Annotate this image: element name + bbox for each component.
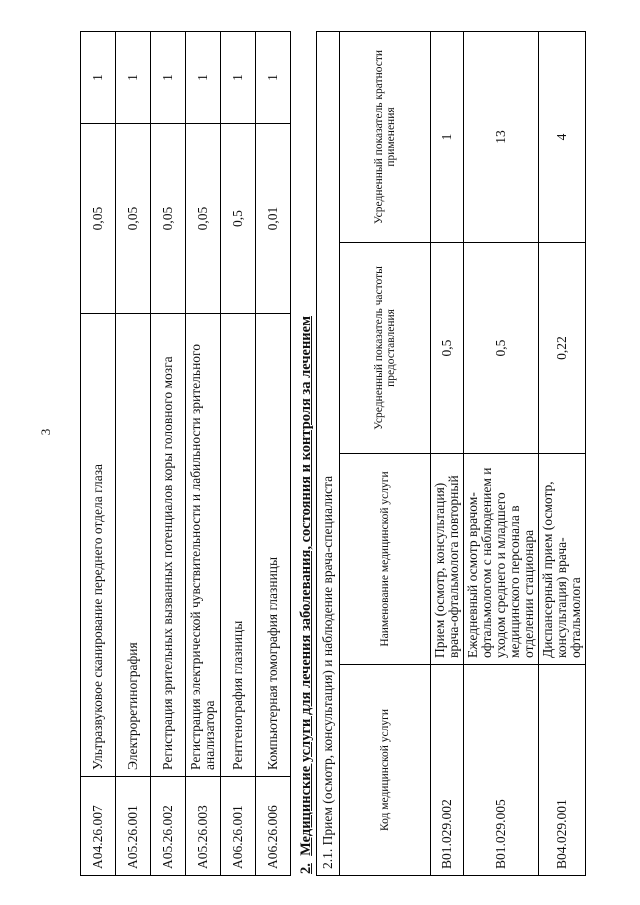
frequency-value: 0,05 — [116, 124, 151, 314]
service-name: Регистрация электрической чувствительности и лабильности зрительного анализатора — [186, 314, 221, 777]
table-row — [221, 32, 256, 876]
table-row — [81, 32, 116, 876]
services-table-diagnostics — [80, 31, 291, 876]
table-row — [256, 32, 291, 876]
service-name: Прием (осмотр, консультация) врача-офтальмолога повторный — [431, 454, 464, 665]
service-code: B04.029.001 — [539, 665, 586, 876]
subsection-title: 2.1. Прием (осмотр, консультация) и наблюдение врача-специалиста — [317, 32, 340, 876]
header-frequency: Усредненный показатель частоты предоставления — [340, 243, 431, 454]
service-name: Ежедневный осмотр врачом-офтальмологом с наблюдением и уходом среднего и младшего медицинского персонала в отделении стационара — [464, 454, 539, 665]
frequency-value: 0,01 — [256, 124, 291, 314]
section-heading — [298, 316, 315, 874]
service-name: Компьютерная томография глазницы — [256, 314, 291, 777]
multiplicity-value: 1 — [221, 32, 256, 124]
section-title: Медицинские услуги для лечения заболевания, состояния и контроля за лечением — [298, 316, 314, 856]
multiplicity-value: 1 — [81, 32, 116, 124]
multiplicity-value: 1 — [186, 32, 221, 124]
service-code: A05.26.002 — [151, 777, 186, 876]
multiplicity-value: 1 — [151, 32, 186, 124]
table-row — [431, 32, 464, 876]
frequency-value: 0,05 — [186, 124, 221, 314]
service-name: Регистрация зрительных вызванных потенциалов коры головного мозга — [151, 314, 186, 777]
frequency-value: 0,5 — [464, 243, 539, 454]
table-row — [464, 32, 539, 876]
service-code: A05.26.001 — [116, 777, 151, 876]
page-number: 3 — [38, 428, 53, 436]
table-row — [116, 32, 151, 876]
service-code: A06.26.006 — [256, 777, 291, 876]
frequency-value: 0,5 — [221, 124, 256, 314]
service-code: B01.029.005 — [464, 665, 539, 876]
landscape-content — [70, 31, 615, 876]
service-code: A05.26.003 — [186, 777, 221, 876]
table-row — [151, 32, 186, 876]
table-row — [186, 32, 221, 876]
header-code: Код медицинской услуги — [340, 665, 431, 876]
table-row — [539, 32, 586, 876]
frequency-value: 0,5 — [431, 243, 464, 454]
service-name: Электроретинография — [116, 314, 151, 777]
services-table-treatment — [316, 31, 586, 876]
header-row — [340, 32, 431, 876]
service-code: A06.26.001 — [221, 777, 256, 876]
subsection-row — [317, 32, 340, 876]
section-number: 2. — [298, 863, 314, 874]
frequency-value: 0,05 — [81, 124, 116, 314]
multiplicity-value: 1 — [116, 32, 151, 124]
service-code: B01.029.002 — [431, 665, 464, 876]
header-multiplicity: Усредненный показатель кратности применения — [340, 32, 431, 243]
frequency-value: 0,05 — [151, 124, 186, 314]
multiplicity-value: 4 — [539, 32, 586, 243]
service-name: Рентгенография глазницы — [221, 314, 256, 777]
multiplicity-value: 13 — [464, 32, 539, 243]
service-name: Диспансерный прием (осмотр, консультация) врача-офтальмолога — [539, 454, 586, 665]
frequency-value: 0,22 — [539, 243, 586, 454]
multiplicity-value: 1 — [256, 32, 291, 124]
service-code: A04.26.007 — [81, 777, 116, 876]
service-name: Ультразвуковое сканирование переднего отдела глаза — [81, 314, 116, 777]
multiplicity-value: 1 — [431, 32, 464, 243]
header-name: Наименование медицинской услуги — [340, 454, 431, 665]
